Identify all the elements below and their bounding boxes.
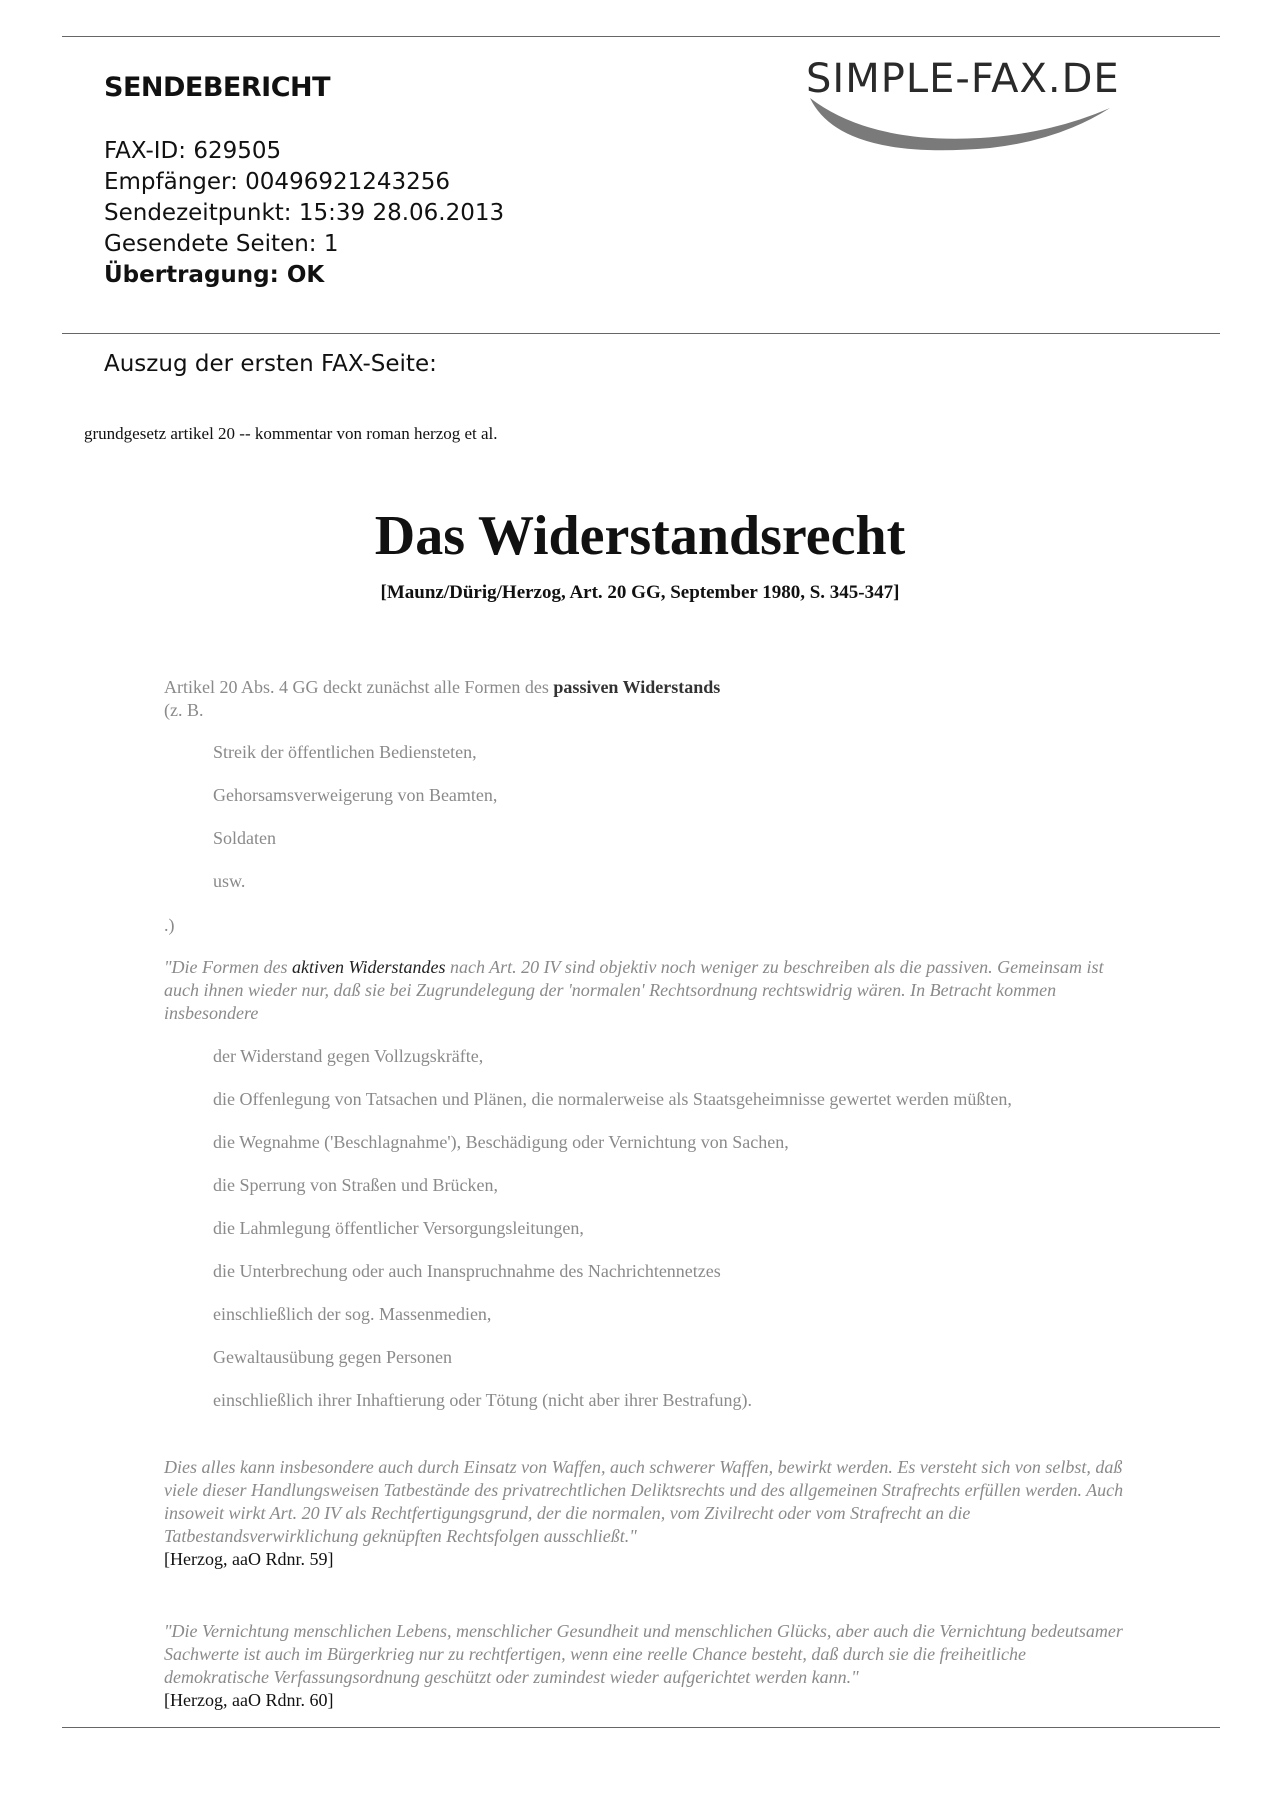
- q1-highlight: aktiven Widerstandes: [292, 957, 446, 977]
- passive-item: Gehorsamsverweigerung von Beamten,: [213, 785, 498, 805]
- excerpt-label: Auszug der ersten FAX-Seite:: [104, 351, 437, 377]
- q2-citation: [Herzog, aaO Rdnr. 59]: [164, 1549, 334, 1569]
- active-item: die Offenlegung von Tatsachen und Plänen, die normalerweise als Staatsgeheimnisse gewertet werden müßten,: [213, 1089, 1012, 1109]
- passive-item: usw.: [213, 871, 246, 891]
- middle-divider: [62, 333, 1220, 334]
- intro-bold: passiven Widerstands: [553, 677, 721, 697]
- intro-suffix: (z. B.: [164, 700, 204, 720]
- active-item: der Widerstand gegen Vollzugskräfte,: [213, 1046, 484, 1066]
- top-divider: [62, 36, 1220, 37]
- transmission-status: Übertragung: OK: [104, 262, 325, 288]
- q3-text: "Die Vernichtung menschlichen Lebens, menschlicher Gesundheit und menschlichen Glücks, aber auch die Vernichtung bedeutsamer Sachwerte ist auch im Bürgerkrieg nur zu rechtfertigen, wenn eine reelle Chance besteht, daß durch sie die freiheitliche demokratische Verfassungsordnung geschützt oder zumindest wieder aufgerichtet werden kann.": [164, 1621, 1123, 1687]
- pages-sent: Gesendete Seiten: 1: [104, 231, 339, 257]
- intro-paragraph: [164, 676, 1084, 722]
- report-title: SENDEBERICHT: [104, 72, 331, 103]
- active-item: die Unterbrechung oder auch Inanspruchnahme des Nachrichtennetzes: [213, 1261, 721, 1281]
- active-item: einschließlich der sog. Massenmedien,: [213, 1304, 492, 1324]
- intro-prefix: Artikel 20 Abs. 4 GG deckt zunächst alle Formen des: [164, 677, 554, 697]
- q2-text: Dies alles kann insbesondere auch durch Einsatz von Waffen, auch schwerer Waffen, bewirkt werden. Es versteht sich von selbst, daß viele dieser Handlungsweisen Tatbestände des privatrechtlichen Deliktsrechts und des allgemeinen Strafrechts erfüllen werden. Auch insoweit wirkt Art. 20 IV als Rechtfertigungsgrund, der die normalen, vom Zivilrecht oder vom Strafrecht an die Tatbestandsverwirklichung geknüpften Rechtsfolgen ausschließt.": [164, 1457, 1124, 1546]
- passive-close: .): [164, 915, 175, 935]
- active-item: die Sperrung von Straßen und Brücken,: [213, 1175, 498, 1195]
- send-time: Sendezeitpunkt: 15:39 28.06.2013: [104, 200, 505, 226]
- q3-citation: [Herzog, aaO Rdnr. 60]: [164, 1690, 334, 1710]
- fax-metadata: [104, 136, 504, 291]
- quote-active-resistance: [164, 956, 1124, 1025]
- document-title: Das Widerstandsrecht: [374, 505, 906, 567]
- passive-item: Streik der öffentlichen Bediensteten,: [213, 742, 477, 762]
- simple-fax-logo: [800, 56, 1200, 156]
- passive-item: Soldaten: [213, 828, 276, 848]
- page-header-left: grundgesetz artikel 20 -- kommentar von roman herzog et al.: [84, 424, 498, 443]
- recipient: Empfänger: 00496921243256: [104, 169, 451, 195]
- active-item: Gewaltausübung gegen Personen: [213, 1347, 452, 1367]
- logo-text: SIMPLE-FAX.DE: [806, 56, 1120, 102]
- active-item: die Wegnahme ('Beschlagnahme'), Beschädigung oder Vernichtung von Sachen,: [213, 1132, 789, 1152]
- fax-id: FAX-ID: 629505: [104, 138, 282, 164]
- quote-civil-war: [164, 1620, 1124, 1724]
- active-item: einschließlich ihrer Inhaftierung oder Tötung (nicht aber ihrer Bestrafung).: [213, 1390, 752, 1410]
- q1-suffix: nach Art. 20 IV sind objektiv noch weniger zu beschreiben als die passiven. Gemeinsam ist auch ihnen wieder nur, daß sie bei Zugrundelegung der 'normalen' Rechtsordnung rechtswidrig wären. In Betracht kommen insbesondere: [164, 957, 1104, 1023]
- quote-weapons: [164, 1456, 1124, 1571]
- q1-prefix: "Die Formen des: [164, 957, 293, 977]
- active-item: die Lahmlegung öffentlicher Versorgungsleitungen,: [213, 1218, 584, 1238]
- bottom-divider: [62, 1727, 1220, 1728]
- document-subtitle: [Maunz/Dürig/Herzog, Art. 20 GG, September 1980, S. 345-347]: [380, 582, 900, 603]
